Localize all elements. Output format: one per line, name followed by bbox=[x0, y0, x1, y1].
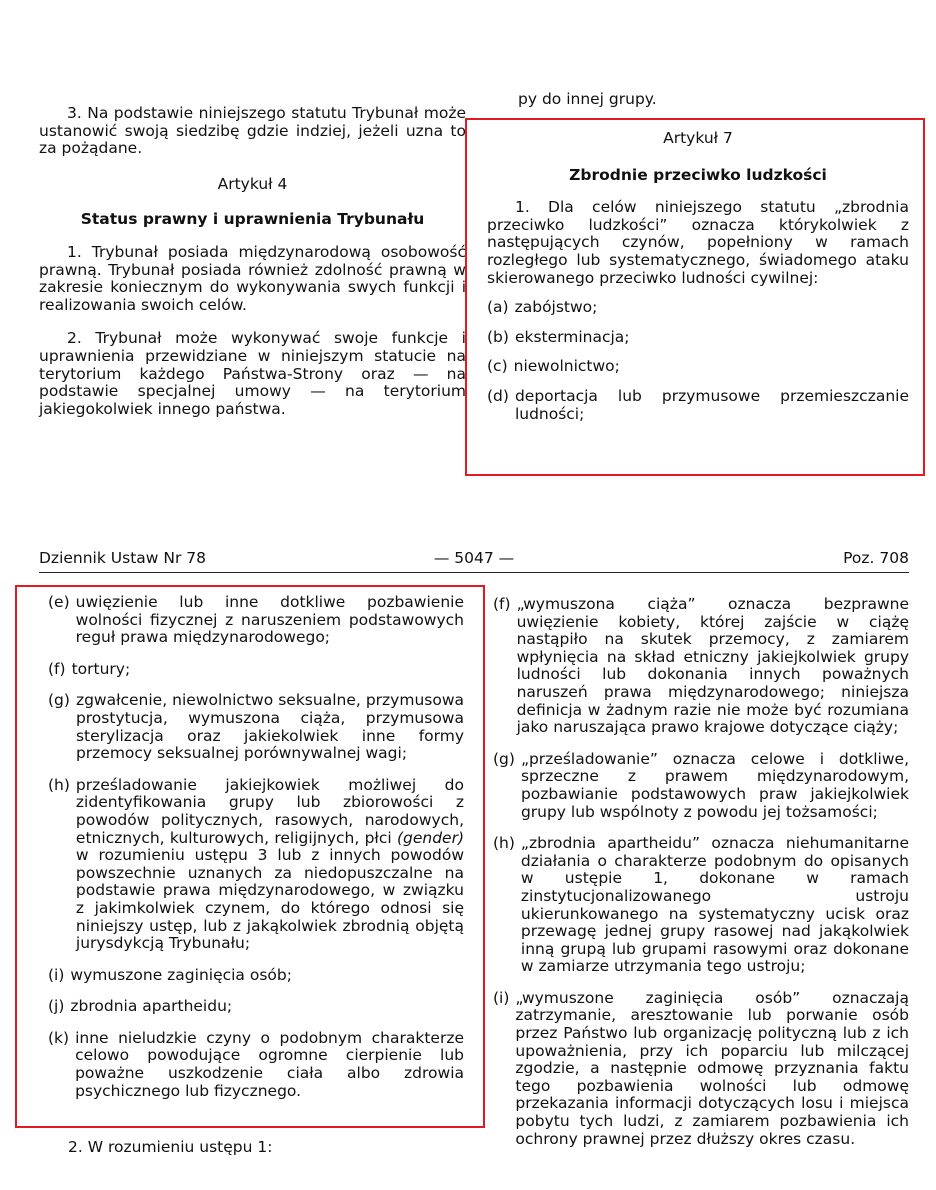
item-text-part: w rozumieniu ustępu 3 lub z innych powodów powszechnie uznanych za niedopuszczalne na podstawie prawa międzynarodowego, w związku z jakimkolwiek czynem, do którego odnosi się niniejszy ustęp, lub z jakąkolwiek zbrodnią objętą jurysdykcją Trybunału; bbox=[75, 846, 464, 953]
page1-right-column bbox=[485, 91, 909, 109]
item-label: (c) bbox=[487, 357, 508, 376]
list-item bbox=[48, 661, 464, 679]
list-item bbox=[493, 596, 909, 737]
list-item bbox=[48, 967, 464, 985]
article-7-heading: Artykuł 7 bbox=[663, 129, 733, 147]
page2-right-column bbox=[493, 596, 909, 1170]
list-item bbox=[493, 835, 909, 976]
item-label: (d) bbox=[487, 386, 509, 405]
article-4-paragraph-2: 2. Trybunał może wykonywać swoje funkcje i uprawnienia przewidziane w niniejszym statucie na terytorium każdego Państwa-Strony oraz — na podstawie specjalnej umowy — na terytorium jakiegokolwiek innego państwa. bbox=[39, 329, 466, 418]
list-item bbox=[487, 388, 909, 423]
journal-title: Dziennik Ustaw Nr 78 bbox=[39, 549, 206, 567]
continuation-line: py do innej grupy. bbox=[518, 90, 657, 108]
list-item bbox=[48, 692, 464, 762]
item-text: „wymuszone zaginięcia osób” oznaczają zatrzymanie, aresztowanie lub porwanie osób przez Państwo lub organizację polityczną lub z ich upoważnienia, przy ich poparciu lub milczącej zgodzie, a następnie odmowę przyznania faktu tego pozbawienia wolności lub odmowę przekazania informacji dotyczących losu i miejsca pobytu tych ludzi, z zamiarem pozbawienia ich ochrony prawnej przez dłuższy okres czasu. bbox=[515, 988, 909, 1148]
list-item bbox=[48, 594, 464, 647]
list-item bbox=[48, 777, 464, 953]
item-text-part: prześladowanie jakiejkowiek możliwej do zidentyfikowania grupy lub zbiorowości z powodów politycznych, rasowych, narodowych, etnicznych, kulturowych, religijnych, płci bbox=[75, 775, 464, 847]
list-item bbox=[487, 329, 909, 347]
item-label: (e) bbox=[48, 593, 70, 611]
article-4-paragraph-1: 1. Trybunał posiada międzynarodową osobowość prawną. Trybunał posiada również zdolność prawną w zakresie koniecznym do wykonywania swych funkcji i realizowania swoich celów. bbox=[39, 242, 466, 314]
item-label: (a) bbox=[487, 298, 509, 317]
article-7-title: Zbrodnie przeciwko ludzkości bbox=[569, 165, 827, 184]
article-7-intro: 1. Dla celów niniejszego statutu „zbrodnia przeciwko ludzkości” oznacza którykolwiek z następujących czynów, popełniony w ramach rozległego lub systematycznego, świadomego ataku skierowanego przeciwko ludności cywilnej: bbox=[487, 198, 909, 287]
item-text: wymuszone zaginięcia osób; bbox=[70, 965, 292, 984]
article-4-heading: Artykuł 4 bbox=[217, 174, 288, 193]
item-label: (k) bbox=[48, 1028, 70, 1047]
item-text: uwięzienie lub inne dotkliwe pozbawienie wolności fizycznej z naruszeniem podstawowych reguł prawa międzynarodowego; bbox=[75, 593, 464, 647]
item-label: (h) bbox=[493, 834, 515, 853]
item-text: zgwałcenie, niewolnictwo seksualne, przymusowa prostytucja, wymuszona ciąża, przymusowa sterylizacja oraz jakiekolwiek inne formy przemocy seksualnej porównywalnej wagi; bbox=[75, 691, 464, 763]
list-item bbox=[48, 1030, 464, 1100]
gender-term: (gender) bbox=[396, 828, 464, 847]
item-label: (i) bbox=[493, 988, 510, 1007]
article-7-content bbox=[487, 130, 909, 423]
list-item bbox=[493, 990, 909, 1148]
item-label: (b) bbox=[487, 327, 509, 346]
item-text bbox=[76, 777, 464, 953]
list-item bbox=[487, 358, 909, 376]
item-label: (g) bbox=[48, 691, 70, 710]
item-text: eksterminacja; bbox=[514, 327, 630, 346]
item-text: „prześladowanie” oznacza celowe i dotkliwe, sprzeczne z prawem międzynarodowym, pozbawianie podstawowych praw jakiejkolwiek grupy lub wspólnoty z powodu jej tożsamości; bbox=[520, 749, 909, 821]
item-text: deportacja lub przymusowe przemieszczanie ludności; bbox=[514, 386, 909, 423]
item-label: (j) bbox=[48, 997, 65, 1016]
item-text: niewolnictwo; bbox=[513, 357, 620, 376]
position-number: Poz. 708 bbox=[843, 549, 909, 567]
item-label: (f) bbox=[493, 596, 511, 613]
page-number: — 5047 — bbox=[433, 549, 515, 567]
article-4-title: Status prawny i uprawnienia Trybunału bbox=[80, 210, 425, 229]
item-text: zbrodnia apartheidu; bbox=[70, 997, 233, 1016]
item-text: tortury; bbox=[71, 659, 131, 678]
item-text: „wymuszona ciąża” oznacza bezprawne uwięzienie kobiety, której zajście w ciążę nastąpiło na skutek przemocy, z zamiarem wpłynięcia na skład etniczny jakiejkolwiek grupy ludności lub dokonania innych poważnych naruszeń prawa międzynarodowego; niniejsza definicja w żadnym razie nie może być rozumiana jako naruszająca prawo krajowe dotyczące ciąży; bbox=[516, 596, 909, 737]
page2-left-column bbox=[48, 594, 464, 1100]
item-text: „zbrodnia apartheidu” oznacza niehumanitarne działania o charakterze podobnym do opisanych w ustępie 1, dokonane w ramach zinstytucjonalizowanego ustroju ukierunkowanego na systematyczny ucisk oraz przewagę jednej grupy rasowej nad jakąkolwiek inną grupą lub grupami rasowymi oraz dokonane w zamiarze utrzymania tego ustroju; bbox=[520, 834, 909, 976]
item-label: (i) bbox=[48, 965, 65, 984]
list-item bbox=[493, 751, 909, 821]
page-header bbox=[39, 550, 909, 570]
item-label: (h) bbox=[48, 775, 70, 794]
item-label: (g) bbox=[493, 749, 515, 768]
item-text: inne nieludzkie czyny o podobnym charakterze celowo powodujące ogromne cierpienie lub poważne uszkodzenie ciała albo zdrowia psychicznego lub fizycznego. bbox=[75, 1028, 464, 1100]
paragraph-2-lead: 2. W rozumieniu ustępu 1: bbox=[68, 1138, 273, 1156]
list-item bbox=[487, 299, 909, 317]
list-item bbox=[48, 998, 464, 1016]
item-text: zabójstwo; bbox=[514, 298, 598, 317]
header-rule bbox=[39, 572, 909, 573]
page1-left-column bbox=[39, 105, 466, 418]
item-label: (f) bbox=[48, 659, 66, 678]
statute-paragraph-3: 3. Na podstawie niniejszego statutu Trybunał może ustanowić swoją siedzibę gdzie indziej, jeżeli uzna to za pożądane. bbox=[39, 104, 466, 158]
